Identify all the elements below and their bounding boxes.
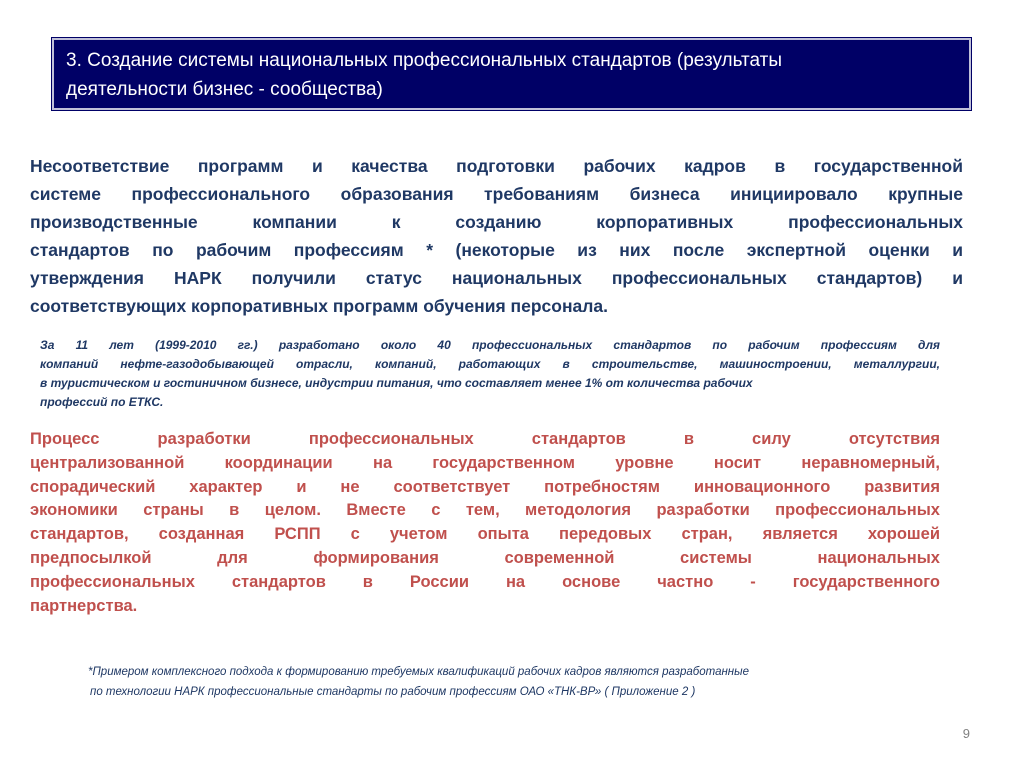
process-line: спорадический характер и не соответствует потребностям инновационного развития: [30, 477, 940, 496]
process-line: партнерства.: [30, 596, 138, 615]
stats-note-line: в туристическом и гостиничном бизнесе, индустрии питания, что составляет менее 1% от количества рабочих: [40, 376, 753, 390]
process-line: централизованной координации на государственном уровне носит неравномерный,: [30, 453, 940, 472]
process-line: стандартов, созданная РСПП с учетом опыта передовых стран, является хорошей: [30, 525, 940, 544]
intro-line: системе профессионального образования требованиям бизнеса инициировало крупные: [30, 184, 963, 204]
page-number: 9: [962, 726, 970, 741]
slide-title-box: [52, 38, 971, 110]
intro-line: стандартов по рабочим профессиям * (некоторые из них после экспертной оценки и: [30, 240, 963, 260]
intro-line: утверждения НАРК получили статус национальных профессиональных стандартов) и: [30, 268, 963, 288]
stats-note: [40, 336, 940, 412]
footnote-line: по технологии НАРК профессиональные стандарты по рабочим профессиям ОАО «ТНК-ВР» ( Приложение 2 ): [90, 686, 696, 698]
footnote-line: *Примером комплексного подхода к формированию требуемых квалификаций рабочих кадров являются разработанные: [88, 666, 749, 678]
footnote: [88, 662, 888, 702]
slide-title-line-2: деятельности бизнес - сообщества): [66, 79, 383, 100]
intro-line: производственные компании к созданию корпоративных профессиональных: [30, 212, 963, 232]
intro-line: Несоответствие программ и качества подготовки рабочих кадров в государственной: [30, 156, 963, 176]
process-line: профессиональных стандартов в России на основе частно - государственного: [30, 572, 940, 591]
slide-title-line-1: 3. Создание системы национальных профессиональных стандартов (результаты: [66, 50, 783, 71]
process-line: экономики страны в целом. Вместе с тем, методология разработки профессиональных: [30, 501, 940, 520]
stats-note-line: За 11 лет (1999-2010 гг.) разработано около 40 профессиональных стандартов по рабочим профессиям для: [40, 338, 940, 352]
intro-paragraph: [30, 152, 963, 320]
process-paragraph: [30, 428, 940, 618]
process-line: Процесс разработки профессиональных стандартов в силу отсутствия: [30, 430, 940, 448]
stats-note-line: компаний нефте-газодобывающей отрасли, компаний, работающих в строительстве, машиностроении, металлургии,: [40, 357, 940, 371]
intro-line: соответствующих корпоративных программ обучения персонала.: [30, 296, 608, 316]
stats-note-line: профессий по ЕТКС.: [40, 395, 164, 409]
process-line: предпосылкой для формирования современной системы национальных: [30, 548, 940, 567]
